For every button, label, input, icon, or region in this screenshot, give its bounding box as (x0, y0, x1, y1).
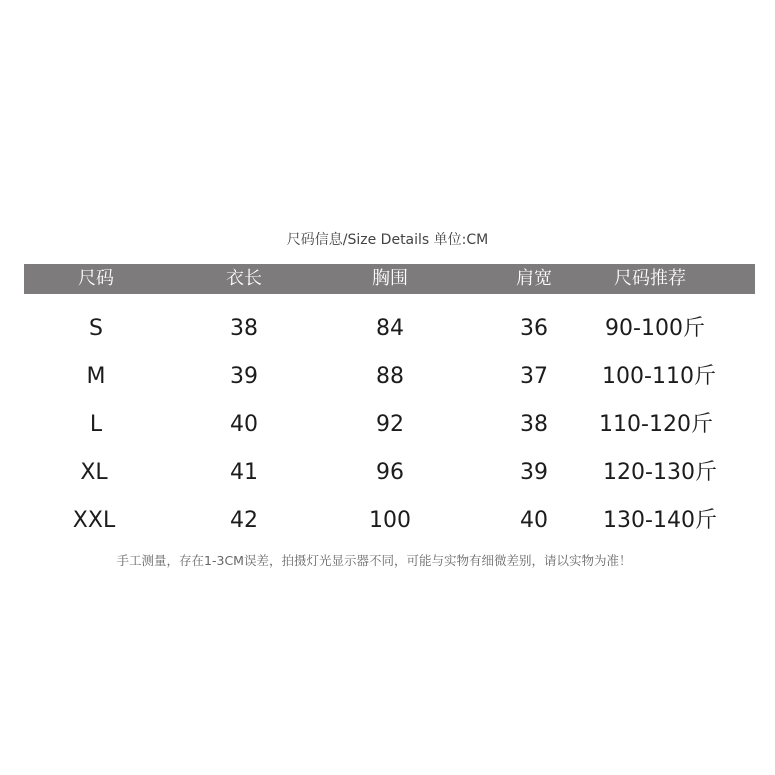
cell-length: 41 (230, 460, 258, 485)
cell-size: XL (80, 460, 108, 485)
header-recommendation: 尺码推荐 (614, 268, 686, 289)
cell-shoulder: 38 (520, 412, 548, 437)
cell-length: 39 (230, 364, 258, 389)
cell-length: 38 (230, 316, 258, 341)
cell-shoulder: 36 (520, 316, 548, 341)
header-chest: 胸围 (372, 268, 408, 289)
cell-chest: 92 (376, 412, 404, 437)
cell-shoulder: 40 (520, 508, 548, 533)
cell-chest: 88 (376, 364, 404, 389)
cell-shoulder: 39 (520, 460, 548, 485)
cell-chest: 84 (376, 316, 404, 341)
cell-size: L (89, 412, 103, 437)
cell-chest: 96 (376, 460, 404, 485)
cell-recommendation: 100-110斤 (602, 364, 716, 389)
cell-length: 42 (230, 508, 258, 533)
table-row (0, 357, 775, 397)
cell-size: S (89, 316, 103, 341)
cell-recommendation: 90-100斤 (605, 316, 705, 341)
table-caption: 尺码信息/Size Details 单位:CM (286, 232, 489, 248)
table-row (0, 453, 775, 493)
cell-chest: 100 (369, 508, 411, 533)
header-size: 尺码 (78, 268, 114, 289)
cell-recommendation: 120-130斤 (603, 460, 717, 485)
table-row (0, 309, 775, 349)
header-length: 衣长 (226, 268, 262, 289)
cell-length: 40 (230, 412, 258, 437)
cell-shoulder: 37 (520, 364, 548, 389)
table-header (24, 264, 755, 294)
table-row (0, 405, 775, 445)
header-shoulder: 肩宽 (516, 268, 552, 289)
table-row (0, 501, 775, 541)
cell-recommendation: 130-140斤 (603, 508, 717, 533)
measurement-note: 手工测量，存在1-3CM误差，拍摄灯光显示器不同，可能与实物有细微差别，请以实物为准！ (116, 553, 632, 568)
cell-size: M (86, 364, 106, 389)
cell-size: XXL (72, 508, 116, 533)
cell-recommendation: 110-120斤 (599, 412, 713, 437)
